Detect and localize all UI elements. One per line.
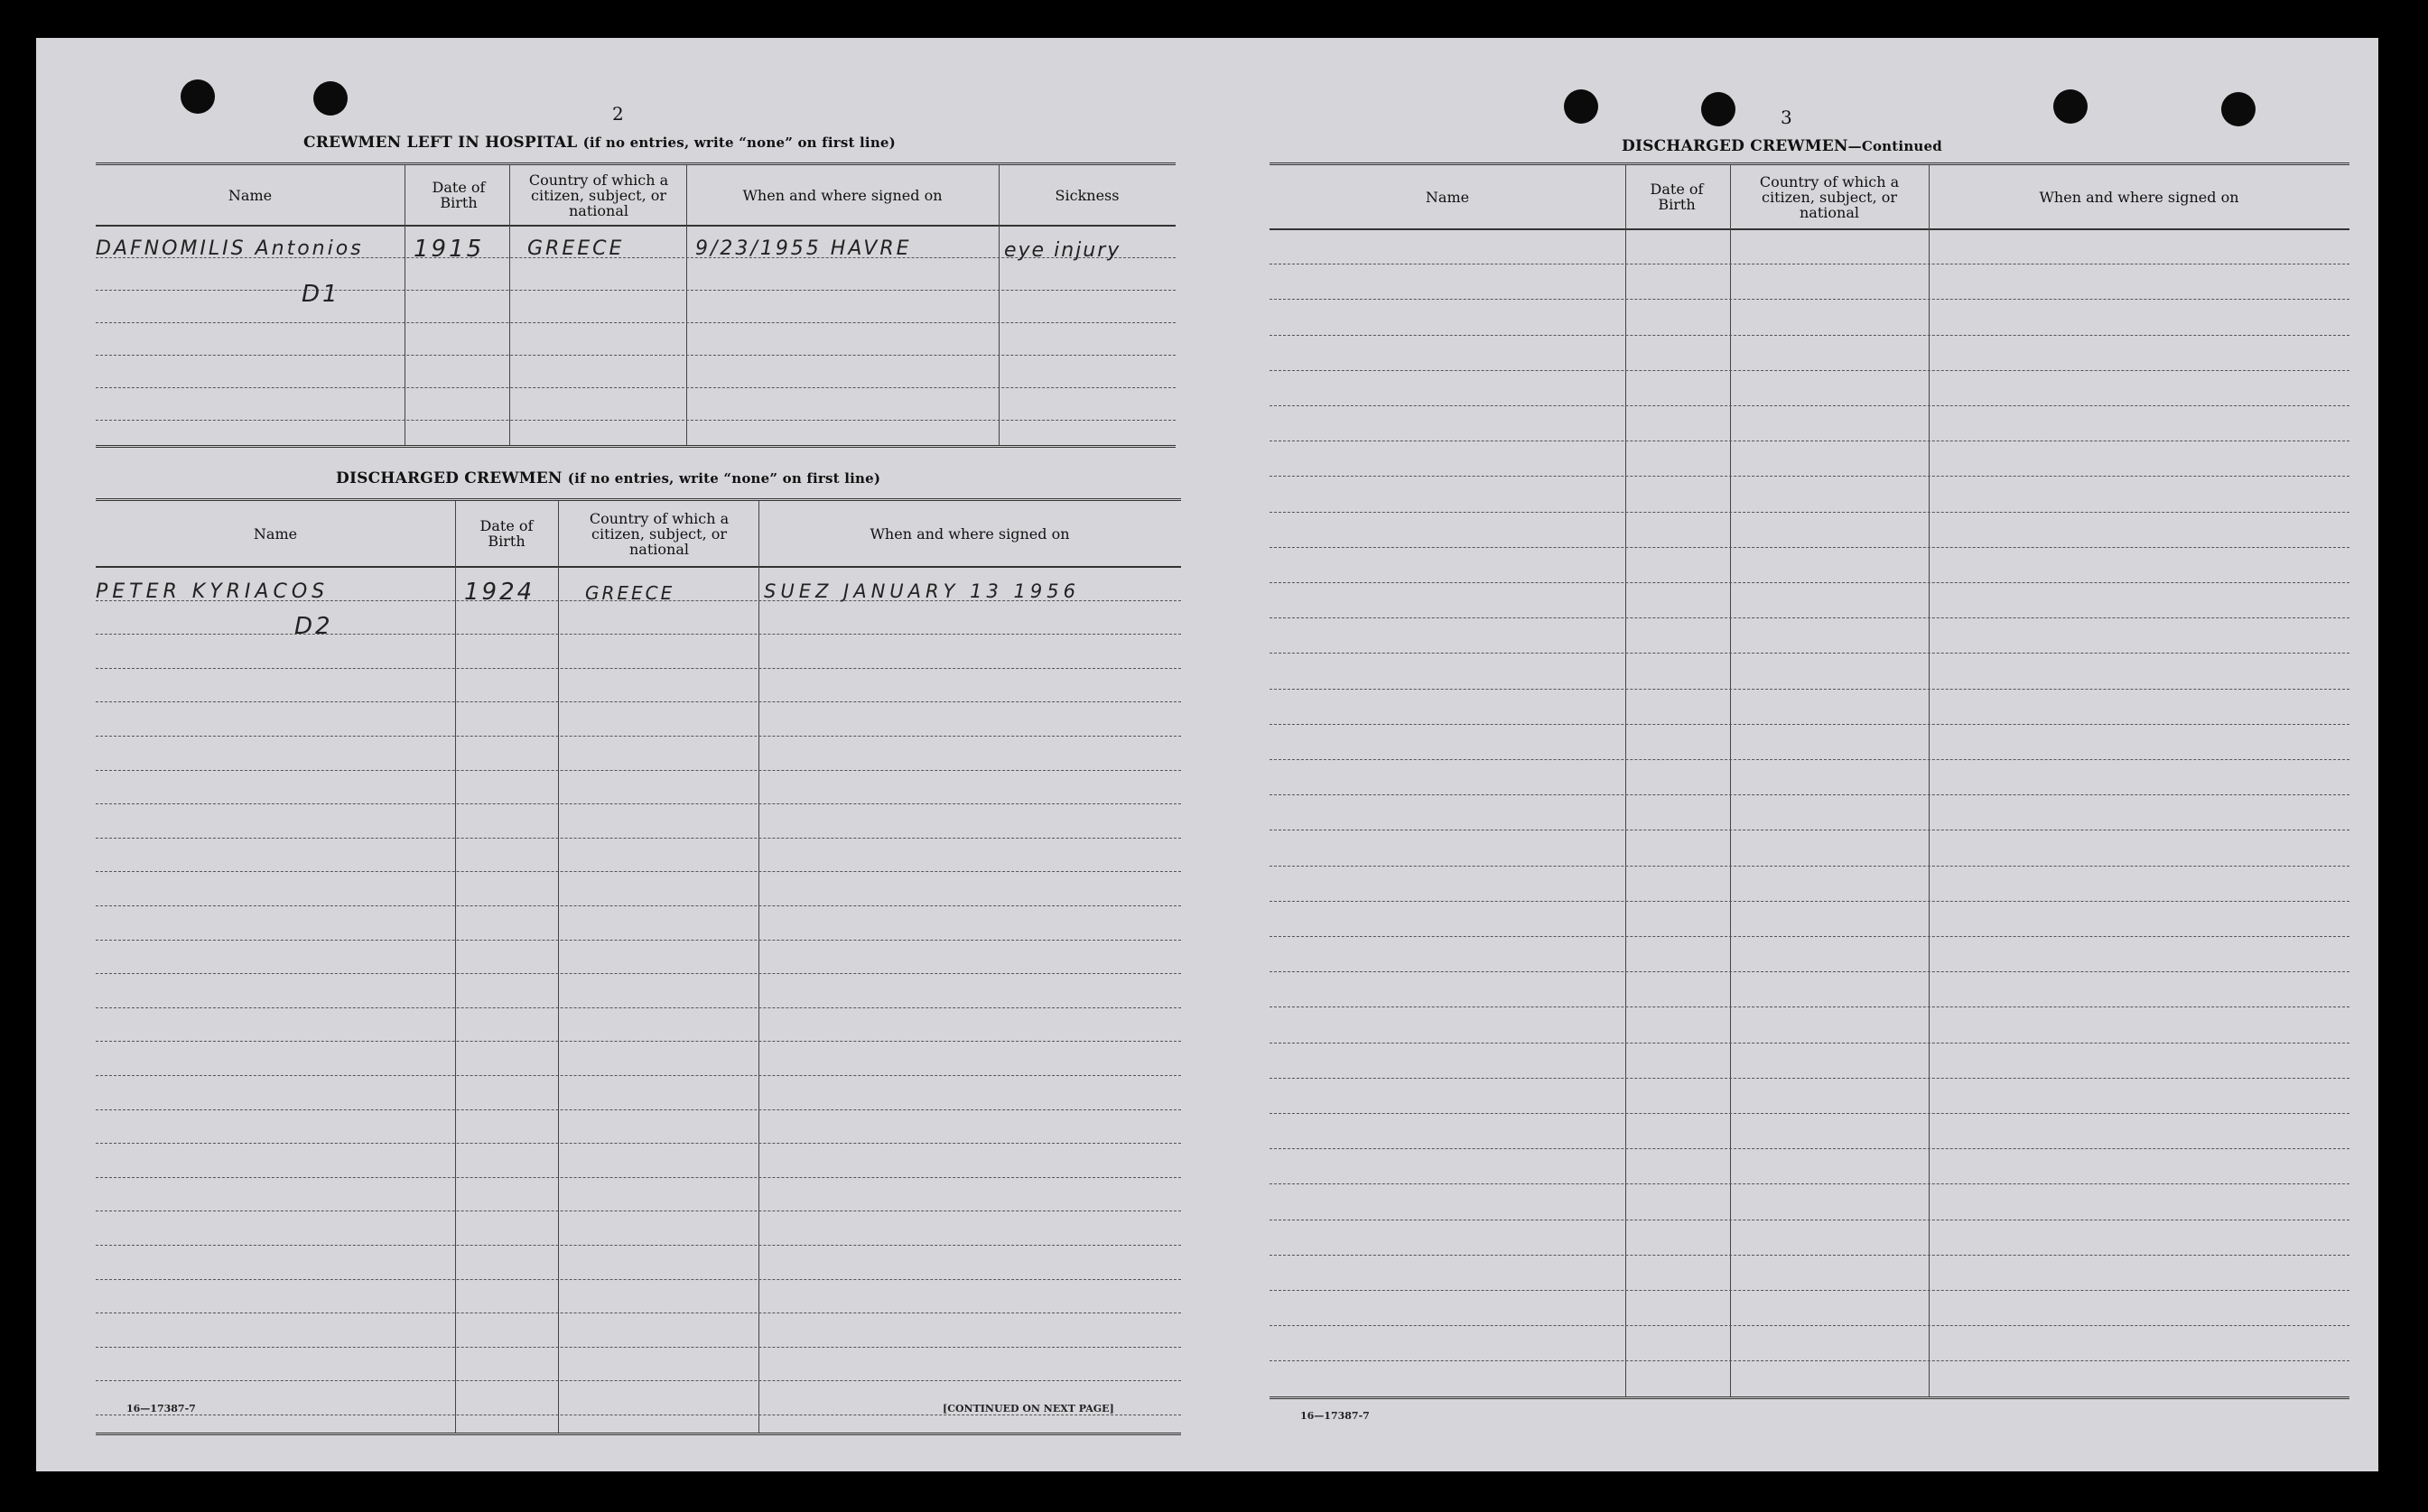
table-row [96, 668, 1181, 703]
discharged-entry-country: GREECE [585, 582, 675, 604]
hospital-entry-signed: 9/23/1955 HAVRE [695, 237, 912, 260]
discharged-table [96, 498, 1181, 1435]
table-row [96, 1211, 1181, 1246]
discharged-entry-signed: SUEZ JANUARY 13 1956 [764, 580, 1080, 602]
table-row [1270, 335, 2349, 371]
discharged-entry-mark: D2 [294, 613, 333, 640]
table-row [96, 257, 1176, 291]
table-row [1270, 228, 2349, 264]
table-row [1270, 441, 2349, 477]
table-row [96, 634, 1181, 669]
hospital-entry-sickness: eye injury [1004, 239, 1121, 262]
table-row [96, 1279, 1181, 1314]
punch-hole [181, 79, 215, 114]
header-date-of-birth: Date of Birth [1650, 181, 1704, 213]
table-row [1270, 370, 2349, 406]
right-title-suffix: —Continued [1847, 138, 1942, 154]
table-row [1270, 866, 2349, 902]
punch-hole [1564, 89, 1598, 124]
table-row [96, 701, 1181, 737]
hospital-entry-name: DAFNOMILIS Antonios [96, 237, 364, 260]
right-form-number: 16—17387-7 [1300, 1410, 1370, 1422]
table-row [1270, 971, 2349, 1007]
hospital-entry-mark: D1 [302, 281, 340, 308]
discharged-entry-dob: 1924 [464, 579, 535, 606]
right-discharged-table [1270, 162, 2349, 1399]
right-section-title [1622, 137, 1942, 155]
right-title-text: DISCHARGED CREWMEN [1622, 137, 1848, 155]
header-name: Name [228, 186, 273, 204]
form-sheet [36, 38, 2378, 1471]
header-signed-on: When and where signed on [2039, 188, 2239, 206]
discharged-section-title [336, 469, 880, 487]
table-row [96, 1109, 1181, 1145]
table-row [1270, 1220, 2349, 1256]
header-sickness: Sickness [1055, 186, 1120, 204]
table-row [96, 1041, 1181, 1076]
table-row [1270, 1078, 2349, 1114]
table-row [96, 1245, 1181, 1280]
continued-note: [CONTINUED ON NEXT PAGE] [943, 1403, 1114, 1415]
right-page-number: 3 [1781, 107, 1792, 128]
hospital-title-text: CREWMEN LEFT IN HOSPITAL [303, 134, 578, 152]
header-signed-on: When and where signed on [742, 186, 943, 204]
table-row [1270, 759, 2349, 795]
table-row [1270, 1255, 2349, 1291]
table-row [1270, 547, 2349, 583]
table-row [1270, 936, 2349, 972]
left-page-number: 2 [612, 103, 624, 125]
punch-hole [2221, 92, 2256, 126]
table-row [1270, 794, 2349, 830]
table-row [1270, 653, 2349, 689]
table-row [96, 905, 1181, 941]
table-row [1270, 476, 2349, 512]
table-row [96, 940, 1181, 975]
table-row [96, 290, 1176, 323]
header-country: Country of which a citizen, subject, or national [1759, 172, 1900, 221]
header-signed-on: When and where signed on [870, 524, 1070, 543]
table-row [1270, 582, 2349, 618]
table-row [1270, 901, 2349, 937]
hospital-section-title [303, 134, 896, 152]
table-row [96, 355, 1176, 388]
table-row [96, 838, 1181, 873]
table-row [1270, 1290, 2349, 1326]
punch-hole [1701, 92, 1735, 126]
table-row [1270, 724, 2349, 760]
table-row [1270, 405, 2349, 441]
table-row [1270, 512, 2349, 548]
table-row [96, 600, 1181, 635]
table-row [96, 1143, 1181, 1178]
table-row [1270, 830, 2349, 866]
hospital-instruction: (if no entries, write “none” on first line) [582, 135, 896, 151]
table-row [96, 770, 1181, 805]
table-row [1270, 689, 2349, 725]
header-name: Name [1425, 188, 1470, 206]
table-row [96, 871, 1181, 906]
discharged-title-text: DISCHARGED CREWMEN [336, 469, 563, 487]
table-row [96, 1347, 1181, 1382]
table-row [96, 1313, 1181, 1348]
table-row [1270, 299, 2349, 335]
hospital-entry-dob: 1915 [414, 236, 485, 263]
discharged-instruction: (if no entries, write “none” on first line) [567, 470, 881, 487]
table-row [96, 803, 1181, 839]
table-row [96, 1007, 1181, 1043]
header-date-of-birth: Date of Birth [479, 517, 534, 550]
table-row [96, 736, 1181, 771]
left-form-number: 16—17387-7 [126, 1403, 196, 1415]
punch-hole [313, 81, 348, 116]
table-row [96, 973, 1181, 1008]
header-country: Country of which a citizen, subject, or national [589, 509, 730, 558]
hospital-table [96, 162, 1176, 448]
table-row [1270, 264, 2349, 300]
header-name: Name [253, 524, 298, 543]
table-row [96, 387, 1176, 421]
table-row [1270, 1325, 2349, 1361]
table-row [96, 1075, 1181, 1110]
hospital-entry-country: GREECE [527, 237, 625, 260]
header-date-of-birth: Date of Birth [432, 179, 486, 211]
table-row [1270, 1113, 2349, 1149]
discharged-entry-name: PETER KYRIACOS [96, 580, 330, 603]
table-row [1270, 1148, 2349, 1184]
table-row [1270, 617, 2349, 654]
header-country: Country of which a citizen, subject, or national [528, 171, 669, 219]
punch-hole [2053, 89, 2088, 124]
table-row [1270, 1006, 2349, 1043]
table-row [1270, 1043, 2349, 1079]
table-row [1270, 1183, 2349, 1220]
table-row [96, 322, 1176, 356]
table-row [96, 1177, 1181, 1212]
